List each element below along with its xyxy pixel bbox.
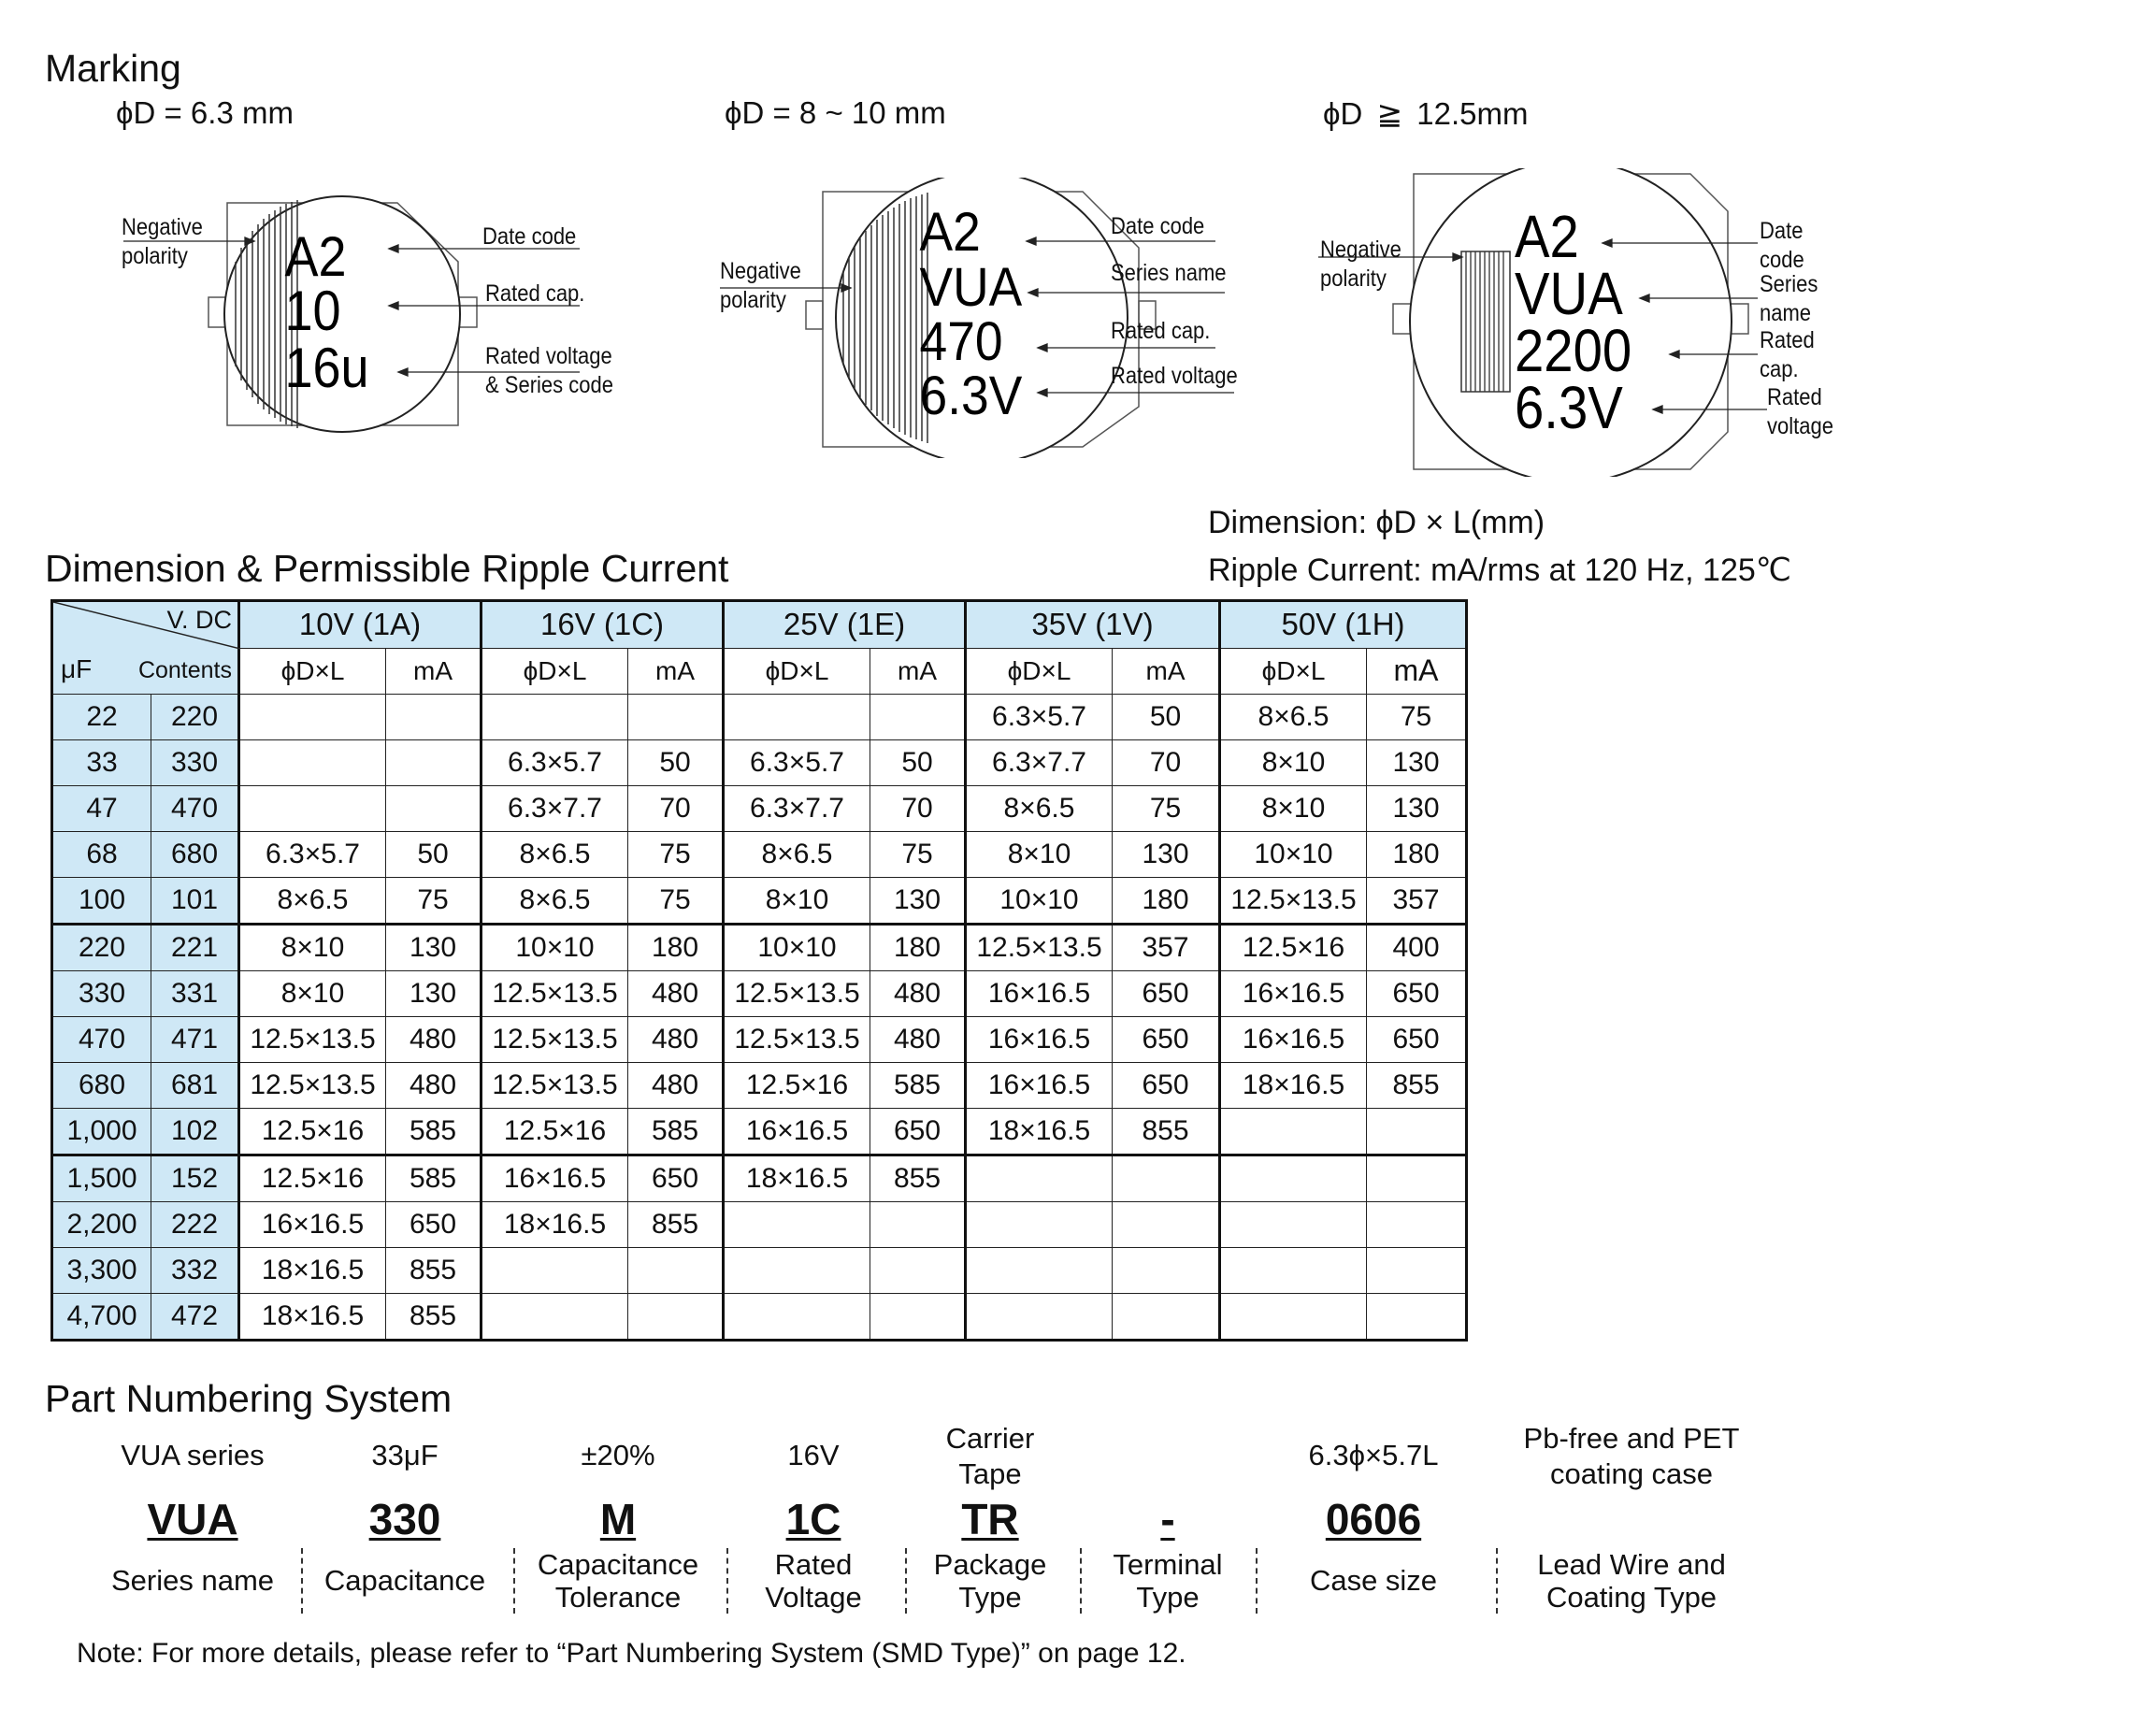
dimension-cell — [239, 740, 386, 786]
ripple-ma-cell — [870, 1294, 966, 1341]
ripple-ma-cell: 480 — [386, 1017, 482, 1063]
marking-2-date-code: Date code — [1111, 213, 1205, 239]
marking-text-3-line3: 2200 — [1515, 316, 1632, 384]
ripple-ma-cell: 585 — [386, 1155, 482, 1202]
dimension-cell: 6.3×5.7 — [239, 832, 386, 878]
table-row — [52, 832, 1467, 878]
marking-size-label-2: ϕD = 8 ~ 10 mm — [725, 95, 946, 130]
dimension-cell: 8×6.5 — [724, 832, 870, 878]
ripple-ma-cell: 50 — [1113, 695, 1220, 740]
dimension-cell: 6.3×5.7 — [482, 740, 628, 786]
dimension-cell — [1220, 1294, 1367, 1341]
voltage-header-10v: 10V (1A) — [239, 601, 482, 649]
dimension-cell — [239, 695, 386, 740]
col-dim-header: ϕD×L — [724, 648, 870, 695]
ripple-ma-cell: 75 — [386, 878, 482, 925]
pn-code-6: 0606 — [1325, 1495, 1422, 1543]
col-dim-header: ϕD×L — [966, 648, 1113, 695]
voltage-header-50v: 50V (1H) — [1220, 601, 1467, 649]
ripple-ma-cell: 585 — [386, 1109, 482, 1155]
dimension-cell: 18×16.5 — [239, 1294, 386, 1341]
marking-3-negative-label: Negative polarity — [1320, 237, 1401, 292]
dimension-note: Dimension: ϕD × L(mm) — [1208, 505, 1545, 540]
capacitance-cell: 680 — [52, 1063, 151, 1109]
corner-contents: Contents — [137, 657, 232, 683]
ripple-ma-cell — [870, 1202, 966, 1248]
dimension-cell: 12.5×16 — [239, 1109, 386, 1155]
ripple-ma-cell: 130 — [1367, 786, 1467, 832]
ripple-ma-cell — [1367, 1294, 1467, 1341]
marking-3-series-name: Series name — [1760, 271, 1818, 326]
dimension-cell: 8×6.5 — [966, 786, 1113, 832]
ripple-ma-cell — [1113, 1294, 1220, 1341]
table-corner-header — [52, 601, 239, 695]
contents-code-cell: 101 — [151, 878, 239, 925]
pn-label-2: Capacitance Tolerance — [537, 1548, 699, 1614]
capacitance-cell: 330 — [52, 971, 151, 1017]
marking-2-rated-cap: Rated cap. — [1111, 318, 1211, 344]
dimension-cell: 10×10 — [724, 925, 870, 971]
table-row — [52, 1063, 1467, 1109]
pn-label-1: Capacitance — [323, 1564, 486, 1597]
pn-separator — [301, 1548, 303, 1614]
contents-code-cell: 471 — [151, 1017, 239, 1063]
ripple-ma-cell: 585 — [628, 1109, 724, 1155]
capacitance-cell: 3,300 — [52, 1248, 151, 1294]
ripple-ma-cell: 50 — [870, 740, 966, 786]
marking-1-rated-voltage: Rated voltage & Series code — [485, 343, 613, 398]
ripple-current-note: Ripple Current: mA/rms at 120 Hz, 125℃ — [1208, 552, 1791, 588]
dimension-cell: 8×10 — [239, 971, 386, 1017]
ripple-ma-cell: 650 — [1113, 1063, 1220, 1109]
marking-text-3-line1: A2 — [1515, 202, 1579, 270]
ripple-ma-cell: 650 — [1367, 971, 1467, 1017]
marking-text-2-line2: VUA — [919, 256, 1023, 318]
contents-code-cell: 681 — [151, 1063, 239, 1109]
ripple-ma-cell: 180 — [1113, 878, 1220, 925]
ripple-ma-cell: 50 — [386, 832, 482, 878]
marking-text-2-line1: A2 — [919, 201, 981, 263]
pn-description-7: Pb-free and PET coating case — [1523, 1422, 1740, 1490]
table-row — [52, 1155, 1467, 1202]
table-row — [52, 1248, 1467, 1294]
dimension-cell — [966, 1248, 1113, 1294]
marking-1-rated-cap: Rated cap. — [485, 280, 585, 307]
ripple-ma-cell: 130 — [870, 878, 966, 925]
ripple-ma-cell: 650 — [386, 1202, 482, 1248]
pn-separator — [726, 1548, 728, 1614]
dimension-cell: 8×6.5 — [1220, 695, 1367, 740]
dimension-cell: 18×16.5 — [239, 1248, 386, 1294]
capacitance-cell: 22 — [52, 695, 151, 740]
table-row — [52, 740, 1467, 786]
pn-code-2: M — [599, 1495, 637, 1543]
corner-vdc: V. DC — [166, 606, 232, 634]
ripple-ma-cell: 70 — [1113, 740, 1220, 786]
dimension-cell: 18×16.5 — [966, 1109, 1113, 1155]
marking-3-rated-cap: Rated cap. — [1760, 327, 1815, 382]
dimension-cell — [482, 695, 628, 740]
dimension-cell: 8×10 — [1220, 786, 1367, 832]
marking-1-date-code: Date code — [482, 223, 577, 250]
ripple-ma-cell — [870, 695, 966, 740]
dimension-cell: 16×16.5 — [239, 1202, 386, 1248]
ripple-ma-cell: 130 — [1367, 740, 1467, 786]
pn-separator — [1496, 1548, 1498, 1614]
dimension-cell: 8×10 — [1220, 740, 1367, 786]
capacitance-cell: 33 — [52, 740, 151, 786]
contents-code-cell: 221 — [151, 925, 239, 971]
ripple-ma-cell: 70 — [870, 786, 966, 832]
dimension-cell: 12.5×13.5 — [239, 1063, 386, 1109]
ripple-ma-cell: 650 — [1367, 1017, 1467, 1063]
marking-size-label-1: ϕD = 6.3 mm — [116, 95, 294, 130]
ripple-ma-cell: 855 — [386, 1248, 482, 1294]
marking-3-rated-voltage: Rated voltage — [1767, 384, 1833, 439]
col-dim-header: ϕD×L — [1220, 648, 1367, 695]
ripple-ma-cell: 480 — [386, 1063, 482, 1109]
dimension-cell — [724, 1202, 870, 1248]
dimension-cell: 8×10 — [239, 925, 386, 971]
marking-2-series-name: Series name — [1111, 260, 1227, 286]
ripple-ma-cell — [386, 786, 482, 832]
contents-code-cell: 680 — [151, 832, 239, 878]
ripple-ma-cell: 75 — [628, 832, 724, 878]
ripple-ma-cell: 480 — [628, 971, 724, 1017]
contents-code-cell: 472 — [151, 1294, 239, 1341]
table-row — [52, 878, 1467, 925]
pn-separator — [513, 1548, 515, 1614]
pn-code-5: - — [1160, 1495, 1175, 1543]
dimension-cell: 8×6.5 — [482, 832, 628, 878]
dimension-cell: 16×16.5 — [1220, 1017, 1367, 1063]
ripple-ma-cell: 75 — [870, 832, 966, 878]
capacitance-cell: 470 — [52, 1017, 151, 1063]
pn-description-4: Carrier Tape — [945, 1422, 1035, 1490]
ripple-ma-cell: 480 — [870, 971, 966, 1017]
dimension-cell: 12.5×16 — [239, 1155, 386, 1202]
ripple-ma-cell: 650 — [870, 1109, 966, 1155]
col-ma-header: mA — [1113, 648, 1220, 695]
contents-code-cell: 220 — [151, 695, 239, 740]
ripple-ma-cell: 480 — [628, 1063, 724, 1109]
capacitance-cell: 220 — [52, 925, 151, 971]
dimension-cell: 12.5×16 — [1220, 925, 1367, 971]
dimension-cell: 12.5×16 — [724, 1063, 870, 1109]
ripple-ma-cell — [1367, 1155, 1467, 1202]
ripple-ma-cell: 650 — [1113, 971, 1220, 1017]
dimension-cell: 12.5×13.5 — [966, 925, 1113, 971]
table-row — [52, 1294, 1467, 1341]
pn-label-5: Terminal Type — [1113, 1548, 1223, 1614]
dimension-cell — [482, 1294, 628, 1341]
dimension-cell: 12.5×13.5 — [482, 1063, 628, 1109]
dimension-cell: 12.5×13.5 — [724, 971, 870, 1017]
dimension-cell: 12.5×13.5 — [1220, 878, 1367, 925]
dimension-cell: 16×16.5 — [1220, 971, 1367, 1017]
ripple-ma-cell — [1113, 1155, 1220, 1202]
dimension-cell — [1220, 1109, 1367, 1155]
ripple-ma-cell: 585 — [870, 1063, 966, 1109]
ripple-ma-cell: 50 — [628, 740, 724, 786]
col-ma-header: mA — [1367, 648, 1467, 695]
table-row — [52, 1202, 1467, 1248]
capacitance-cell: 2,200 — [52, 1202, 151, 1248]
marking-text-3-line4: 6.3V — [1515, 373, 1623, 441]
dimension-cell: 6.3×5.7 — [724, 740, 870, 786]
ripple-ma-cell: 130 — [386, 925, 482, 971]
dimension-cell: 16×16.5 — [966, 1017, 1113, 1063]
contents-code-cell: 470 — [151, 786, 239, 832]
ripple-ma-cell — [386, 695, 482, 740]
ripple-ma-cell: 130 — [386, 971, 482, 1017]
dimension-cell: 12.5×16 — [482, 1109, 628, 1155]
contents-code-cell: 332 — [151, 1248, 239, 1294]
ripple-ma-cell: 75 — [1113, 786, 1220, 832]
pn-label-7: Lead Wire and Coating Type — [1537, 1548, 1726, 1614]
ripple-ma-cell: 357 — [1367, 878, 1467, 925]
ripple-ma-cell: 400 — [1367, 925, 1467, 971]
table-row — [52, 695, 1467, 740]
marking-text-1-line2: 10 — [284, 280, 341, 343]
ripple-ma-cell: 180 — [870, 925, 966, 971]
dimension-cell: 12.5×13.5 — [482, 1017, 628, 1063]
col-dim-header: ϕD×L — [482, 648, 628, 695]
ripple-ma-cell: 480 — [628, 1017, 724, 1063]
marking-1-negative-label: Negative polarity — [122, 214, 203, 269]
dimension-cell: 8×10 — [724, 878, 870, 925]
voltage-header-25v: 25V (1E) — [724, 601, 966, 649]
dimension-cell: 6.3×7.7 — [724, 786, 870, 832]
ripple-ma-cell: 650 — [628, 1155, 724, 1202]
pn-description-6: 6.3ϕ×5.7L — [1308, 1439, 1439, 1471]
dimension-cell: 10×10 — [966, 878, 1113, 925]
marking-2-negative-label: Negative polarity — [720, 258, 801, 313]
capacitance-cell: 1,500 — [52, 1155, 151, 1202]
pn-code-0: VUA — [147, 1495, 238, 1543]
dimension-cell — [1220, 1155, 1367, 1202]
dimension-cell: 18×16.5 — [482, 1202, 628, 1248]
col-dim-header: ϕD×L — [239, 648, 386, 695]
ripple-ma-cell — [1113, 1202, 1220, 1248]
dimension-cell: 6.3×7.7 — [482, 786, 628, 832]
capacitance-cell: 4,700 — [52, 1294, 151, 1341]
table-row — [52, 971, 1467, 1017]
dimension-cell: 8×6.5 — [239, 878, 386, 925]
pn-separator — [1080, 1548, 1082, 1614]
ripple-ma-cell: 855 — [386, 1294, 482, 1341]
dimension-cell: 16×16.5 — [724, 1109, 870, 1155]
ripple-ma-cell: 480 — [870, 1017, 966, 1063]
marking-text-1-line1: A2 — [284, 225, 347, 289]
ripple-ma-cell: 855 — [628, 1202, 724, 1248]
ripple-ma-cell: 855 — [1113, 1109, 1220, 1155]
contents-code-cell: 152 — [151, 1155, 239, 1202]
voltage-header-16v: 16V (1C) — [482, 601, 724, 649]
col-ma-header: mA — [870, 648, 966, 695]
marking-3-date-code: Date code — [1760, 218, 1804, 273]
pn-code-3: 1C — [785, 1495, 841, 1543]
pn-label-6: Case size — [1309, 1564, 1438, 1597]
dimension-cell: 16×16.5 — [966, 1063, 1113, 1109]
pn-label-0: Series name — [110, 1564, 275, 1597]
dimension-cell: 6.3×5.7 — [966, 695, 1113, 740]
table-row — [52, 1017, 1467, 1063]
part-numbering-note: Note: For more details, please refer to “Part Numbering System (SMD Type)” on page 12. — [77, 1638, 1186, 1669]
ripple-ma-cell — [386, 740, 482, 786]
corner-uf: μF — [61, 654, 93, 683]
ripple-ma-cell: 75 — [1367, 695, 1467, 740]
ripple-ma-cell — [1113, 1248, 1220, 1294]
ripple-title: Dimension & Permissible Ripple Current — [45, 547, 729, 590]
contents-code-cell: 102 — [151, 1109, 239, 1155]
voltage-header-35v: 35V (1V) — [966, 601, 1220, 649]
dimension-cell: 6.3×7.7 — [966, 740, 1113, 786]
capacitance-cell: 47 — [52, 786, 151, 832]
contents-code-cell: 330 — [151, 740, 239, 786]
ripple-ma-cell — [1367, 1109, 1467, 1155]
ripple-ma-cell — [1367, 1202, 1467, 1248]
capacitance-cell: 1,000 — [52, 1109, 151, 1155]
pn-label-4: Package Type — [933, 1548, 1047, 1614]
dimension-cell — [724, 1248, 870, 1294]
col-ma-header: mA — [628, 648, 724, 695]
ripple-ma-cell — [628, 1248, 724, 1294]
pn-separator — [1256, 1548, 1258, 1614]
dimension-cell — [966, 1202, 1113, 1248]
dimension-cell: 8×10 — [966, 832, 1113, 878]
ripple-ma-cell — [870, 1248, 966, 1294]
contents-code-cell: 222 — [151, 1202, 239, 1248]
marking-title: Marking — [45, 47, 181, 90]
marking-size-label-3: ϕD ≧ 12.5mm — [1323, 96, 1529, 131]
dimension-cell: 16×16.5 — [966, 971, 1113, 1017]
marking-text-2-line3: 470 — [919, 310, 1003, 372]
ripple-ma-cell: 130 — [1113, 832, 1220, 878]
pn-description-2: ±20% — [581, 1439, 655, 1471]
col-ma-header: mA — [386, 648, 482, 695]
dimension-cell — [482, 1248, 628, 1294]
dimension-cell: 16×16.5 — [482, 1155, 628, 1202]
pn-description-1: 33μF — [371, 1439, 438, 1471]
dimension-cell — [966, 1294, 1113, 1341]
pn-description-3: 16V — [787, 1439, 840, 1471]
ripple-ma-cell — [628, 695, 724, 740]
dimension-cell: 18×16.5 — [724, 1155, 870, 1202]
capacitance-cell: 100 — [52, 878, 151, 925]
pn-code-4: TR — [961, 1495, 1019, 1543]
ripple-ma-cell: 855 — [1367, 1063, 1467, 1109]
ripple-ma-cell: 650 — [1113, 1017, 1220, 1063]
pn-separator — [905, 1548, 907, 1614]
pn-code-1: 330 — [368, 1495, 441, 1543]
table-row — [52, 786, 1467, 832]
dimension-cell: 10×10 — [482, 925, 628, 971]
ripple-ma-cell: 855 — [870, 1155, 966, 1202]
dimension-cell: 12.5×13.5 — [482, 971, 628, 1017]
contents-code-cell: 331 — [151, 971, 239, 1017]
dimension-cell — [1220, 1248, 1367, 1294]
dimension-cell: 18×16.5 — [1220, 1063, 1367, 1109]
marking-text-1-line3: 16u — [284, 337, 369, 400]
dimension-cell: 12.5×13.5 — [724, 1017, 870, 1063]
ripple-ma-cell — [1367, 1248, 1467, 1294]
pn-description-0: VUA series — [121, 1439, 265, 1471]
ripple-ma-cell: 357 — [1113, 925, 1220, 971]
dimension-cell — [966, 1155, 1113, 1202]
marking-text-3-line2: VUA — [1515, 259, 1623, 327]
pn-label-3: Rated Voltage — [765, 1548, 862, 1614]
marking-text-2-line4: 6.3V — [919, 365, 1023, 426]
dimension-cell — [1220, 1202, 1367, 1248]
dimension-cell: 10×10 — [1220, 832, 1367, 878]
ripple-table — [50, 599, 1468, 1342]
dimension-cell — [724, 1294, 870, 1341]
table-row — [52, 925, 1467, 971]
ripple-ma-cell: 180 — [1367, 832, 1467, 878]
dimension-cell — [239, 786, 386, 832]
part-numbering-title: Part Numbering System — [45, 1377, 453, 1420]
dimension-cell: 8×6.5 — [482, 878, 628, 925]
ripple-ma-cell: 70 — [628, 786, 724, 832]
ripple-ma-cell: 75 — [628, 878, 724, 925]
ripple-ma-cell: 180 — [628, 925, 724, 971]
capacitance-cell: 68 — [52, 832, 151, 878]
ripple-ma-cell — [628, 1294, 724, 1341]
table-row — [52, 1109, 1467, 1155]
dimension-cell — [724, 695, 870, 740]
dimension-cell: 12.5×13.5 — [239, 1017, 386, 1063]
marking-2-rated-voltage: Rated voltage — [1111, 363, 1238, 389]
